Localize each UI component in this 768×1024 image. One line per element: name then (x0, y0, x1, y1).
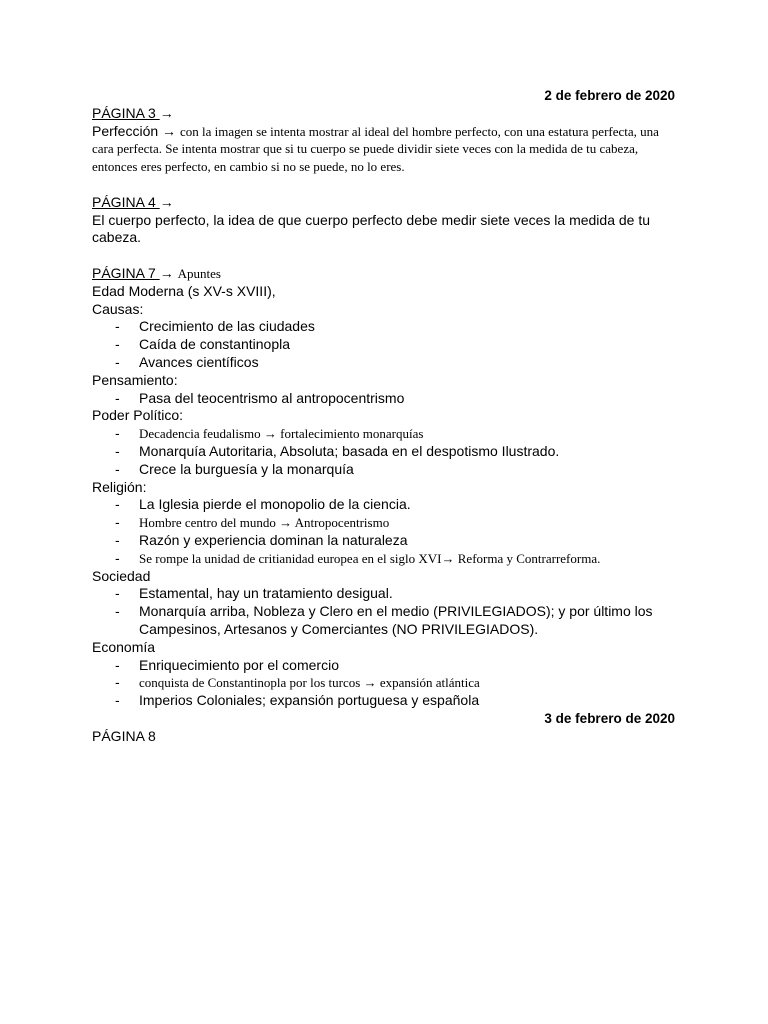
spacer (92, 176, 675, 194)
list-item (92, 354, 675, 372)
bullet-dash: - (115, 549, 120, 566)
section-title-sociedad: Sociedad (92, 567, 151, 584)
page4-heading-arrow: → (159, 193, 174, 210)
list-item-text: Se rompe la unidad de critianidad europea en el siglo XVI→ Reforma y Contrarreforma. (139, 550, 601, 566)
list-item (92, 461, 675, 479)
date-feb-3: 3 de febrero de 2020 (544, 710, 675, 726)
list-item (92, 443, 675, 461)
bullet-dash: - (115, 425, 120, 442)
list-item (92, 550, 675, 568)
page7-heading-arrow: → (159, 264, 178, 281)
bullet-list-sociedad (92, 585, 675, 638)
list-item-text: Pasa del teocentrismo al antropocentrismo (139, 389, 405, 406)
list-item-text: La Iglesia pierde el monopolio de la ciencia. (139, 496, 411, 513)
document-page (92, 87, 675, 745)
list-item-text: Monarquía arriba, Nobleza y Clero en el medio (PRIVILEGIADOS); y por último los Campesinos, Artesanos y Comerciantes (NO PRIVILEGIADOS). (139, 603, 653, 637)
list-item-text: Crece la burguesía y la monarquía (139, 460, 354, 477)
list-item (92, 532, 675, 550)
page3-paragraph-lead: Perfección → (92, 122, 180, 139)
section-title-economia: Economía (92, 638, 156, 655)
bullet-dash: - (115, 603, 120, 620)
list-item-text: Caída de constantinopla (139, 336, 290, 353)
list-item-text: Monarquía Autoritaria, Absoluta; basada en el despotismo Ilustrado. (139, 442, 560, 459)
page8-heading: PÁGINA 8 (92, 727, 156, 744)
bullet-dash: - (115, 389, 120, 406)
list-item (92, 514, 675, 532)
bullet-dash: - (115, 460, 120, 477)
page3-paragraph (92, 123, 675, 176)
list-item (92, 390, 675, 408)
section-title-poder-politico: Poder Político: (92, 407, 184, 424)
page4-heading-label: PÁGINA 4 (92, 193, 160, 210)
list-item (92, 692, 675, 710)
list-item-text: Avances científicos (139, 353, 259, 370)
bullet-dash: - (115, 692, 120, 709)
section-title-religion: Religión: (92, 478, 147, 495)
list-item-text: Estamental, hay un tratamiento desigual. (139, 585, 393, 602)
bullet-dash: - (115, 656, 120, 673)
page7-heading-label: PÁGINA 7 (92, 264, 160, 281)
list-item-text: Hombre centro del mundo → Antropocentrismo (139, 515, 390, 531)
bullet-list-causas (92, 318, 675, 371)
page4-heading (92, 194, 675, 212)
spacer (92, 247, 675, 265)
bullet-dash: - (115, 531, 120, 548)
bullet-dash: - (115, 336, 120, 353)
bullet-list-pensamiento (92, 390, 675, 408)
bullet-dash: - (115, 585, 120, 602)
list-item-text: Razón y experiencia dominan la naturaleza (139, 531, 408, 548)
bullet-dash: - (115, 496, 120, 513)
list-item-text: Enriquecimiento por el comercio (139, 656, 339, 673)
list-item (92, 336, 675, 354)
list-item (92, 318, 675, 336)
bullet-dash: - (115, 442, 120, 459)
list-item-text: conquista de Constantinopla por los turcos → expansión atlántica (139, 675, 480, 691)
era-line: Edad Moderna (s XV-s XVIII), (92, 282, 276, 299)
page3-paragraph-body: con la imagen se intenta mostrar al ideal del hombre perfecto, con una estatura perfecta, una cara perfecta. Se intenta mostrar que si tu cuerpo se puede dividir siete veces con la medida de tu cabeza, entonces eres perfecto, en cambio si no se puede, no lo eres. (92, 123, 659, 175)
bullet-dash: - (115, 674, 120, 691)
list-item (92, 674, 675, 692)
page7-heading-note: Apuntes (177, 265, 221, 281)
section-title-causas: Causas: (92, 300, 144, 317)
page3-heading (92, 105, 675, 123)
list-item-text: Crecimiento de las ciudades (139, 318, 315, 335)
page3-heading-arrow: → (159, 104, 174, 121)
list-item (92, 585, 675, 603)
bullet-dash: - (115, 318, 120, 335)
list-item (92, 603, 675, 639)
list-item-text: Imperios Coloniales; expansión portuguesa y española (139, 692, 480, 709)
bullet-list-poder-politico (92, 425, 675, 478)
page3-heading-label: PÁGINA 3 (92, 104, 160, 121)
list-item (92, 425, 675, 443)
date-feb-2: 2 de febrero de 2020 (544, 88, 675, 103)
page7-heading (92, 265, 675, 283)
bullet-dash: - (115, 514, 120, 531)
list-item-text: Decadencia feudalismo → fortalecimiento monarquías (139, 426, 424, 442)
list-item (92, 657, 675, 675)
bullet-list-religion (92, 496, 675, 567)
bullet-list-economia (92, 657, 675, 710)
bullet-dash: - (115, 353, 120, 370)
list-item (92, 496, 675, 514)
section-title-pensamiento: Pensamiento: (92, 371, 178, 388)
page4-paragraph: El cuerpo perfecto, la idea de que cuerpo perfecto debe medir siete veces la medida de tu cabeza. (92, 211, 651, 246)
